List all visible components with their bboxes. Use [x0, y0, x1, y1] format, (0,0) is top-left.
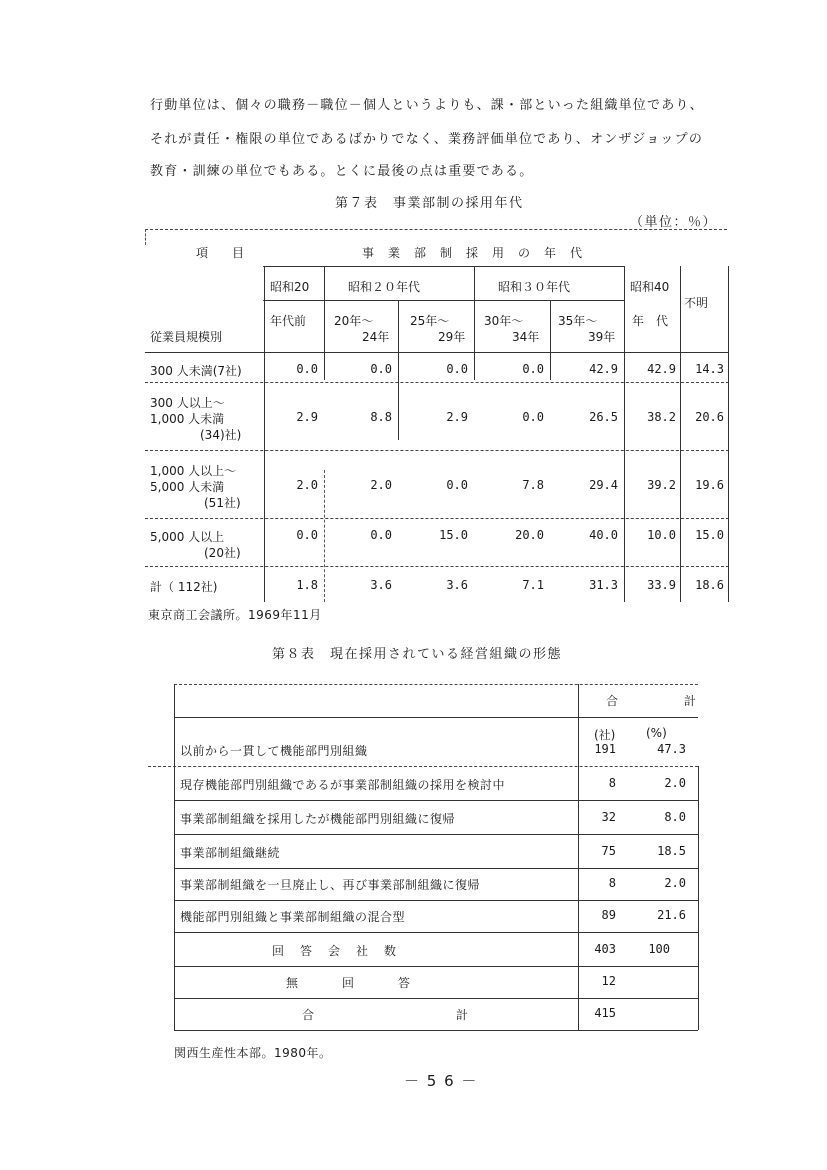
t8-row-count: 32 — [601, 810, 616, 824]
t8-row-label: 事業部制組織を採用したが機能部門別組織に復帰 — [180, 812, 456, 826]
t7-row-label: 300 人未満(7社) — [150, 364, 242, 378]
t7-header-showa40-a: 昭和40 — [630, 280, 670, 294]
t8-row-label: 事業部制組織継続 — [180, 846, 281, 860]
t7-cell: 42.9 — [647, 362, 676, 376]
t7-cell: 0.0 — [522, 410, 544, 424]
t7-cell: 2.0 — [370, 478, 392, 492]
t8-summary-count: 12 — [601, 974, 616, 988]
t7-row-label: (51社) — [204, 496, 241, 510]
t7-header-unknown: 不明 — [684, 296, 709, 310]
t8-row-count: 89 — [601, 908, 616, 922]
t8-summary-label: 合 計 — [302, 1008, 471, 1022]
t7-header-main: 事 業 部 制 採 用 の 年 代 — [362, 246, 584, 260]
t7-header-30-34b: 34年 — [512, 330, 540, 344]
t7-cell: 33.9 — [647, 578, 676, 592]
t8-row-pct: 47.3 — [657, 742, 686, 756]
t7-row-label: 1,000 人以上～ — [150, 464, 237, 478]
t7-cell: 15.0 — [695, 528, 724, 542]
t7-cell: 42.9 — [589, 362, 618, 376]
t8-summary-pct: 100 — [648, 942, 670, 956]
t8-row-label: 事業部制組織を一旦廃止し、再び事業部制組織に復帰 — [180, 878, 481, 892]
t7-cell: 40.0 — [589, 528, 618, 542]
t8-header-total: 合 計 — [606, 694, 711, 708]
t8-row-count: 8 — [608, 876, 616, 890]
t7-row-label: 300 人以上～ — [150, 396, 225, 410]
t8-header-unit-co: (社) — [594, 728, 616, 742]
t8-row-pct: 18.5 — [657, 844, 686, 858]
t7-row-label: 5,000 人未満 — [150, 480, 225, 494]
t7-row-label: (34)社) — [200, 428, 242, 442]
t7-header-20-24a: 20年～ — [334, 314, 374, 328]
t7-cell: 0.0 — [370, 362, 392, 376]
t7-header-showa20s: 昭和２０年代 — [348, 280, 421, 294]
t7-header-showa40-b: 年 代 — [632, 314, 669, 328]
table7-unit: （単位：％） — [630, 215, 718, 230]
t8-row-pct: 8.0 — [664, 810, 686, 824]
t7-cell: 0.0 — [522, 362, 544, 376]
t7-cell: 38.2 — [647, 410, 676, 424]
page-number: － 5 6 － — [404, 1072, 478, 1090]
t7-header-35-39a: 35年～ — [558, 314, 598, 328]
t7-header-25-29b: 29年 — [438, 330, 466, 344]
t7-cell: 31.3 — [589, 578, 618, 592]
paragraph-line-2: それが責任・権限の単位であるばかりでなく、業務評価単位であり、オンザジョップの — [150, 132, 704, 147]
t7-header-25-29a: 25年～ — [410, 314, 450, 328]
t7-cell: 8.8 — [370, 410, 392, 424]
t7-header-item: 項 目 — [196, 246, 245, 260]
t7-cell: 15.0 — [439, 528, 468, 542]
paragraph-line-3: 教育・訓練の単位でもある。とくに最後の点は重要である。 — [150, 164, 534, 179]
t7-header-20-24b: 24年 — [362, 330, 390, 344]
t8-row-label: 以前から一貫して機能部門別組織 — [180, 744, 368, 758]
t7-cell: 0.0 — [296, 362, 318, 376]
t7-header-pre20-b: 年代前 — [270, 314, 307, 328]
t8-row-pct: 2.0 — [664, 876, 686, 890]
t7-cell: 39.2 — [647, 478, 676, 492]
t7-cell: 2.9 — [296, 410, 318, 424]
t8-row-label: 機能部門別組織と事業部制組織の混合型 — [180, 910, 406, 924]
t7-cell: 19.6 — [695, 478, 724, 492]
t8-header-unit-pct: (%) — [646, 726, 667, 740]
t8-row-label: 現存機能部門別組織であるが事業部制組織の採用を検討中 — [180, 778, 506, 792]
t7-cell: 2.0 — [296, 478, 318, 492]
t8-summary-count: 415 — [594, 1006, 616, 1020]
t8-row-count: 191 — [594, 742, 616, 756]
t7-row-label: (20社) — [204, 546, 241, 560]
t7-header-35-39b: 39年 — [588, 330, 616, 344]
t8-summary-label: 回 答 会 社 数 — [272, 944, 399, 958]
t7-row-label: 計（ 112社) — [150, 580, 218, 594]
t8-row-count: 75 — [601, 844, 616, 858]
t7-cell: 0.0 — [446, 478, 468, 492]
t8-summary-count: 403 — [594, 942, 616, 956]
t7-header-showa30s: 昭和３０年代 — [498, 280, 571, 294]
t7-cell: 20.6 — [695, 410, 724, 424]
t7-cell: 2.9 — [446, 410, 468, 424]
t7-cell: 1.8 — [296, 578, 318, 592]
t7-header-rowlabel: 従業員規模別 — [150, 330, 223, 344]
t7-header-30-34a: 30年～ — [484, 314, 524, 328]
t7-cell: 3.6 — [446, 578, 468, 592]
t7-row-label: 5,000 人以上 — [150, 530, 225, 544]
t7-cell: 18.6 — [695, 578, 724, 592]
table7-title: 第７表 事業部制の採用年代 — [335, 196, 524, 211]
t7-cell: 0.0 — [296, 528, 318, 542]
t7-cell: 26.5 — [589, 410, 618, 424]
t8-row-pct: 2.0 — [664, 776, 686, 790]
t8-row-pct: 21.6 — [657, 908, 686, 922]
t7-cell: 7.1 — [522, 578, 544, 592]
t7-cell: 10.0 — [647, 528, 676, 542]
t7-row-label: 1,000 人未満 — [150, 412, 225, 426]
t7-cell: 7.8 — [522, 478, 544, 492]
t7-cell: 29.4 — [589, 478, 618, 492]
t8-summary-label: 無 回 答 — [286, 976, 413, 990]
t7-header-pre20-a: 昭和20 — [270, 280, 310, 294]
table8-title: 第８表 現在採用されている経営組織の形態 — [272, 647, 563, 662]
paragraph-line-1: 行動単位は、個々の職務－職位－個人というよりも、課・部といった組織単位であり、 — [150, 98, 704, 113]
t7-cell: 20.0 — [515, 528, 544, 542]
t7-cell: 0.0 — [370, 528, 392, 542]
t7-cell: 0.0 — [446, 362, 468, 376]
t7-cell: 3.6 — [370, 578, 392, 592]
table8-source: 関西生産性本部。1980年。 — [174, 1046, 332, 1060]
t8-row-count: 8 — [608, 776, 616, 790]
table7-source: 東京商工会議所。1969年11月 — [148, 608, 322, 622]
t7-cell: 14.3 — [695, 362, 724, 376]
